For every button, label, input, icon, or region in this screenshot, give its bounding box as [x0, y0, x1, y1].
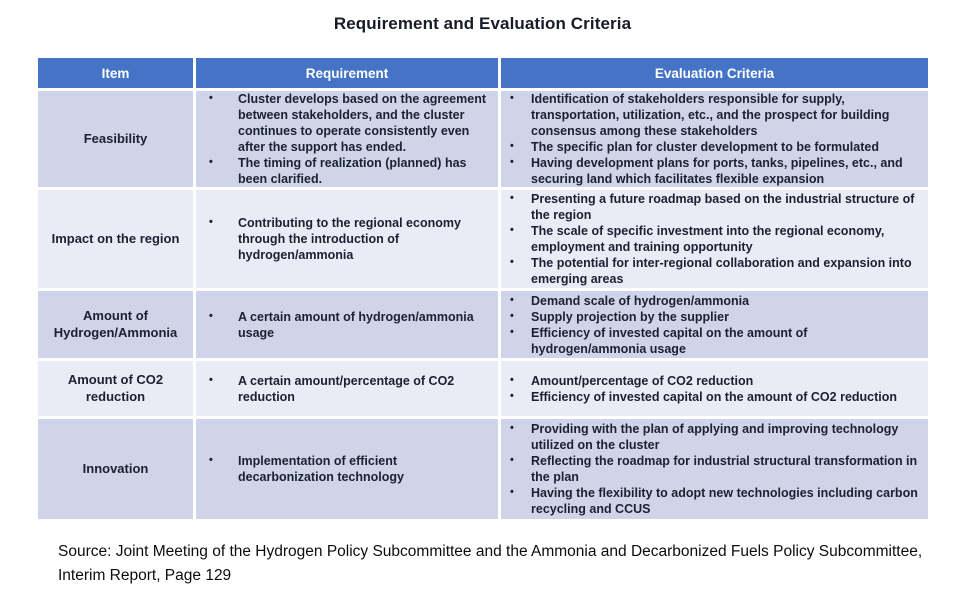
- bullet-item: • The specific plan for cluster development to be formulated: [501, 139, 918, 155]
- item-label: Feasibility: [38, 91, 193, 187]
- header-evaluation-criteria: Evaluation Criteria: [501, 58, 928, 88]
- source-citation: Source: Joint Meeting of the Hydrogen Policy Subcommittee and the Ammonia and Decarbonized Fuels Policy Subcommittee, Interim Report, Page 129: [58, 543, 923, 585]
- criteria-table: [38, 58, 928, 522]
- bullet-item: • Demand scale of hydrogen/ammonia: [501, 293, 918, 309]
- requirement-cell: [196, 91, 498, 187]
- bullet-item: • Presenting a future roadmap based on the industrial structure of the region: [501, 191, 918, 223]
- requirement-cell: [196, 361, 498, 416]
- evaluation-cell: [501, 190, 928, 288]
- table-row-feasibility: [38, 91, 928, 187]
- bullet-item: • Contributing to the regional economy through the introduction of hydrogen/ammonia: [196, 215, 488, 263]
- evaluation-cell: [501, 361, 928, 416]
- requirement-cell: [196, 291, 498, 358]
- bullet-item: • Amount/percentage of CO2 reduction: [501, 373, 918, 389]
- requirement-cell: [196, 190, 498, 288]
- bullet-item: • A certain amount/percentage of CO2 reduction: [196, 373, 488, 405]
- item-label: Innovation: [38, 419, 193, 519]
- bullet-item: • Having development plans for ports, tanks, pipelines, etc., and securing land which facilitates flexible expansion: [501, 155, 918, 187]
- bullet-item: • Having the flexibility to adopt new technologies including carbon recycling and CCUS: [501, 485, 918, 517]
- table-row-impact-on-region: [38, 190, 928, 288]
- item-label: Amount of Hydrogen/Ammonia: [38, 291, 193, 358]
- bullet-item: • Reflecting the roadmap for industrial structural transformation in the plan: [501, 453, 918, 485]
- bullet-item: • Efficiency of invested capital on the amount of CO2 reduction: [501, 389, 918, 405]
- bullet-item: • Supply projection by the supplier: [501, 309, 918, 325]
- evaluation-cell: [501, 291, 928, 358]
- bullet-item: • The timing of realization (planned) has been clarified.: [196, 155, 488, 187]
- table-header-row: [38, 58, 928, 88]
- header-requirement: Requirement: [196, 58, 498, 88]
- table-row-amount-hydrogen-ammonia: [38, 291, 928, 358]
- table-row-innovation: [38, 419, 928, 519]
- bullet-item: • Implementation of efficient decarbonization technology: [196, 453, 488, 485]
- bullet-item: • Identification of stakeholders responsible for supply, transportation, utilization, etc., and the prospect for building consensus among these stakeholders: [501, 91, 918, 139]
- page-title: Requirement and Evaluation Criteria: [333, 14, 632, 33]
- header-item: Item: [38, 58, 193, 88]
- bullet-item: • The potential for inter-regional collaboration and expansion into emerging areas: [501, 255, 918, 287]
- bullet-item: • Providing with the plan of applying and improving technology utilized on the cluster: [501, 421, 918, 453]
- bullet-item: • A certain amount of hydrogen/ammonia usage: [196, 309, 488, 341]
- evaluation-cell: [501, 419, 928, 519]
- item-label: Impact on the region: [38, 190, 193, 288]
- bullet-item: • Cluster develops based on the agreement between stakeholders, and the cluster continues to operate consistently even after the support has ended.: [196, 91, 488, 155]
- bullet-item: • Efficiency of invested capital on the amount of hydrogen/ammonia usage: [501, 325, 918, 357]
- evaluation-cell: [501, 91, 928, 187]
- item-label: Amount of CO2 reduction: [38, 361, 193, 416]
- table-row-amount-co2-reduction: [38, 361, 928, 416]
- bullet-item: • The scale of specific investment into the regional economy, employment and training opportunity: [501, 223, 918, 255]
- requirement-cell: [196, 419, 498, 519]
